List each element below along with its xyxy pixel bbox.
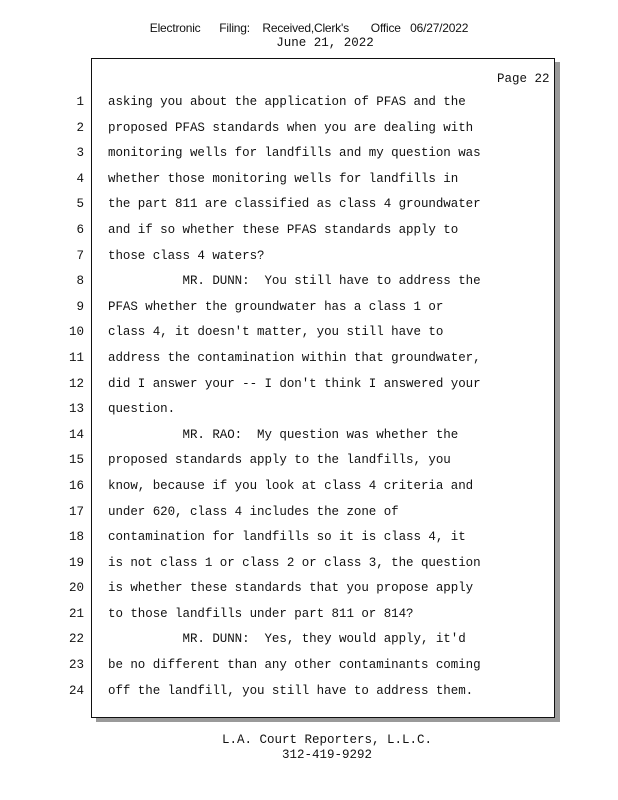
transcript-line: [0, 576, 560, 602]
transcript-line: [0, 90, 560, 116]
transcript-line: [0, 653, 560, 679]
line-text: to those landfills under part 811 or 814?: [108, 606, 414, 621]
line-number: 1: [76, 95, 84, 109]
line-number: 5: [76, 197, 84, 212]
line-number: 20: [68, 581, 84, 596]
transcript-line: [0, 551, 560, 577]
transcript-line: [0, 448, 560, 474]
transcript-line: [0, 423, 560, 449]
transcript-line: [0, 500, 560, 526]
reporter-company: L.A. Court Reporters, L.L.C.: [221, 733, 433, 747]
line-text: address the contamination within that groundwater,: [108, 350, 481, 365]
transcript-line: [0, 192, 560, 218]
line-number: 3: [76, 146, 84, 161]
line-text: under 620, class 4 includes the zone of: [108, 504, 399, 519]
line-text: proposed standards apply to the landfills, you: [108, 453, 451, 468]
transcript-line: [0, 141, 560, 167]
transcript-line: [0, 679, 560, 705]
line-text: whether those monitoring wells for landfills in: [108, 171, 459, 186]
line-number: 12: [68, 376, 84, 391]
line-number: 17: [68, 504, 84, 519]
line-number: 4: [76, 171, 84, 186]
line-text: contamination for landfills so it is class 4, it: [108, 530, 466, 545]
line-text: be no different than any other contaminants coming: [108, 658, 481, 673]
line-number: 13: [68, 402, 84, 417]
transcript-line: [0, 320, 560, 346]
line-text: proposed PFAS standards when you are dealing with: [108, 120, 474, 135]
filing-stamp: Electronic Filing: Received,Clerk's Office 06/27/2022: [149, 21, 469, 35]
line-number: 24: [68, 683, 84, 698]
line-text: did I answer your -- I don't think I answered your: [108, 376, 481, 391]
line-number: 11: [68, 350, 84, 365]
line-text: PFAS whether the groundwater has a class 1 or: [108, 299, 444, 314]
line-text: MR. RAO: My question was whether the: [108, 427, 459, 442]
transcript-line: [0, 602, 560, 628]
line-number: 23: [68, 658, 84, 673]
line-text: class 4, it doesn't matter, you still have to: [108, 325, 444, 340]
transcript-line: [0, 397, 560, 423]
line-text: question.: [108, 402, 176, 417]
transcript-line: [0, 474, 560, 500]
transcript-line: [0, 167, 560, 193]
transcript-date: June 21, 2022: [276, 36, 374, 50]
line-number: 8: [76, 274, 84, 289]
transcript-line: [0, 116, 560, 142]
reporter-phone: 312-419-9292: [281, 748, 372, 762]
line-text: asking you about the application of PFAS and the: [108, 95, 466, 109]
line-text: those class 4 waters?: [108, 248, 265, 263]
line-number: 14: [68, 427, 84, 442]
line-number: 18: [68, 530, 84, 545]
line-number: 9: [76, 299, 84, 314]
line-number: 16: [68, 478, 84, 493]
line-number: 10: [68, 325, 84, 340]
line-text: the part 811 are classified as class 4 groundwater: [108, 197, 481, 212]
transcript-line: [0, 346, 560, 372]
line-text: is whether these standards that you propose apply: [108, 581, 474, 596]
transcript-line: [0, 295, 560, 321]
line-number: 2: [76, 120, 84, 135]
transcript-line: [0, 244, 560, 270]
line-number: 6: [76, 222, 84, 237]
line-number: 21: [68, 606, 84, 621]
transcript-line: [0, 372, 560, 398]
line-text: is not class 1 or class 2 or class 3, the question: [108, 555, 481, 570]
transcript-line: [0, 269, 560, 295]
line-number: 22: [68, 632, 84, 647]
line-number: 15: [68, 453, 84, 468]
line-text: off the landfill, you still have to address them.: [108, 683, 474, 698]
line-number: 19: [68, 555, 84, 570]
line-text: MR. DUNN: Yes, they would apply, it'd: [108, 632, 466, 647]
line-text: and if so whether these PFAS standards apply to: [108, 222, 459, 237]
line-text: know, because if you look at class 4 criteria and: [108, 478, 474, 493]
line-text: monitoring wells for landfills and my question was: [108, 146, 481, 161]
transcript-line: [0, 218, 560, 244]
line-text: MR. DUNN: You still have to address the: [108, 274, 481, 289]
transcript-line: [0, 525, 560, 551]
page-number: Page 22: [497, 72, 550, 86]
line-number: 7: [76, 248, 84, 263]
transcript-lines: [0, 90, 560, 704]
transcript-line: [0, 627, 560, 653]
